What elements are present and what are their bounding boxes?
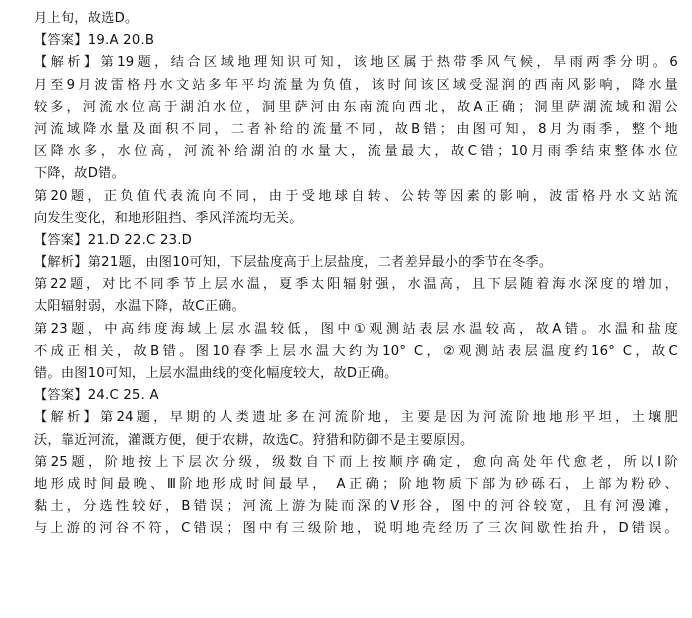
text-line: 区降水多，水位高，河流补给湖泊的水量大，流量最大，故C错；10月雨季结束整体水位 [34,144,678,160]
text-line: 河流域降水量及面积不同，二者补给的流量不同，故B错；由图可知，8月为雨季，整个地 [34,121,678,137]
text-line: 向发生变化，和地形阻挡、季风洋流均无关。 [34,210,303,226]
text-line: 错。由图10可知，上层水温曲线的变化幅度较大，故D正确。 [34,366,398,381]
text-line: 与上游的河谷不符，C错误；图中有三级阶地，说明地壳经历了三次间歇性抬升，D错误。 [34,521,678,537]
text-line: 【解析】第19题，结合区域地理知识可知，该地区属于热带季风气候，旱雨两季分明。6 [34,55,678,71]
text-line: 较多，河流水位高于湖泊水位，洞里萨河由东南流向西北，故A正确；洞里萨湖流域和湄公 [34,99,678,115]
text-line: 月上旬，故选D。 [34,11,139,26]
text-line: 太阳辐射弱，水温下降，故C正确。 [34,299,246,315]
text-line: 下降，故D错。 [34,166,126,182]
text-line: 沃，靠近河流，灌溉方便，便于农耕，故选C。狩猎和防御不是主要原因。 [34,432,474,448]
text-line: 第20题，正负值代表流向不同，由于受地球自转、公转等因素的影响，波雷格丹水文站流 [34,188,678,204]
text-line: 【答案】21.D 22.C 23.D [34,232,193,248]
text-line: 【解析】第21题，由图10可知，下层盐度高于上层盐度，二者差异最小的季节在冬季。 [34,255,553,271]
text-line: 不成正相关，故B错。图10春季上层水温大约为10° C，②观测站表层温度约16° C，故C [34,343,678,359]
text-line: 第22题，对比不同季节上层水温，夏季太阳辐射强，水温高，且下层随着海水深度的增加， [34,277,678,293]
text-line: 【答案】24.C 25. A [34,388,159,404]
text-line: 黏土，分选性较好，B错误；河流上游为陡而深的V形谷，图中的河谷较宽，且有河漫滩， [34,499,678,515]
text-line: 第25题，阶地按上下层次分级，级数自下而上按顺序确定，愈向高处年代愈老，所以Ⅰ阶 [34,454,678,470]
text-line: 地形成时间最晚、Ⅲ阶地形成时间最早， A正确；阶地物质下部为砂砾石，上部为粉砂、 [34,476,678,492]
text-line: 月至9月波雷格丹水文站多年平均流量为负值，该时间该区域受湿润的西南风影响，降水量 [34,77,678,93]
text-line: 第23题，中高纬度海域上层水温较低，图中①观测站表层水温较高，故A错。水温和盐度 [34,321,678,337]
text-line: 【解析】第24题，早期的人类遗址多在河流阶地，主要是因为河流阶地地形平坦，土壤肥 [34,410,678,426]
text-line: 【答案】19.A 20.B [34,33,155,49]
